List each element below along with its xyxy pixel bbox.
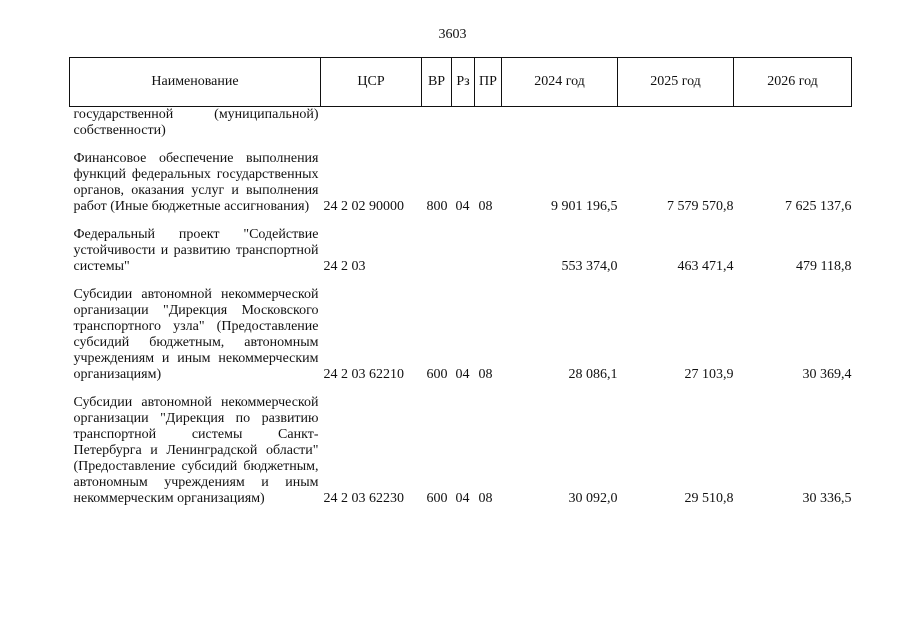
row-2025: 7 579 570,8 [667, 199, 734, 214]
row-2024 [502, 107, 618, 152]
row-2026: 7 625 137,6 [785, 199, 852, 214]
row-2025 [618, 107, 734, 152]
row-vr: 600 [426, 367, 448, 382]
table-row [70, 227, 852, 287]
row-vr: 600 [426, 491, 448, 506]
row-rz: 04 [455, 199, 470, 214]
row-pr [475, 227, 502, 287]
row-vr: 800 [426, 199, 448, 214]
row-name: государственной (муниципальной) собственности) [73, 107, 319, 138]
row-csr: 24 2 03 [323, 259, 366, 274]
row-2024: 9 901 196,5 [551, 199, 618, 214]
row-csr: 24 2 03 62230 [323, 491, 404, 506]
row-pr: 08 [478, 491, 493, 506]
header-2025: 2025 год [618, 58, 734, 107]
header-csr: ЦСР [321, 58, 422, 107]
row-2025: 27 103,9 [684, 367, 734, 382]
row-2025: 29 510,8 [684, 491, 734, 506]
row-rz: 04 [455, 367, 470, 382]
page-number: 3603 [438, 27, 467, 42]
row-2025: 463 471,4 [677, 259, 734, 274]
table-row [70, 395, 852, 507]
row-csr: 24 2 02 90000 [323, 199, 404, 214]
row-2026: 30 336,5 [802, 491, 852, 506]
header-vr: ВР [422, 58, 452, 107]
row-2024: 28 086,1 [568, 367, 618, 382]
row-name: Федеральный проект "Содействие устойчивости и развитию транспортной системы" [73, 227, 319, 274]
row-name: Финансовое обеспечение выполнения функций федеральных государственных органов, оказания услуг и выполнения работ (Иные бюджетные ассигнования) [73, 151, 319, 214]
header-2024: 2024 год [502, 58, 618, 107]
header-row [70, 58, 852, 107]
header-2026: 2026 год [734, 58, 852, 107]
table-row [70, 287, 852, 395]
row-2026: 479 118,8 [796, 259, 852, 274]
row-name: Субсидии автономной некоммерческой организации "Дирекция по развитию транспортной системы Санкт-Петербурга и Ленинградской области" (Предоставление субсидий бюджетным, автономным учреждениям и иным некоммерческим организациям) [73, 395, 319, 506]
table-header [70, 58, 852, 107]
row-vr [422, 107, 452, 152]
row-name: Субсидии автономной некоммерческой организации "Дирекция Московского транспортного узла" (Предоставление субсидий бюджетным, автономным учреждениям и иным некоммерческим организациям) [73, 287, 319, 382]
row-2026: 30 369,4 [802, 367, 852, 382]
row-vr [422, 227, 452, 287]
row-csr [321, 107, 422, 152]
row-rz [452, 107, 475, 152]
row-2024: 553 374,0 [561, 259, 618, 274]
budget-table [69, 57, 852, 507]
table-row [70, 107, 852, 152]
header-name: Наименование [70, 58, 321, 107]
header-pr: ПР [475, 58, 502, 107]
row-2024: 30 092,0 [568, 491, 618, 506]
table-body [70, 107, 852, 508]
table-row [70, 151, 852, 227]
row-rz [452, 227, 475, 287]
row-pr: 08 [478, 199, 493, 214]
row-rz: 04 [455, 491, 470, 506]
row-2026 [734, 107, 852, 152]
row-pr [475, 107, 502, 152]
row-pr: 08 [478, 367, 493, 382]
header-rz: Рз [452, 58, 475, 107]
row-csr: 24 2 03 62210 [323, 367, 404, 382]
